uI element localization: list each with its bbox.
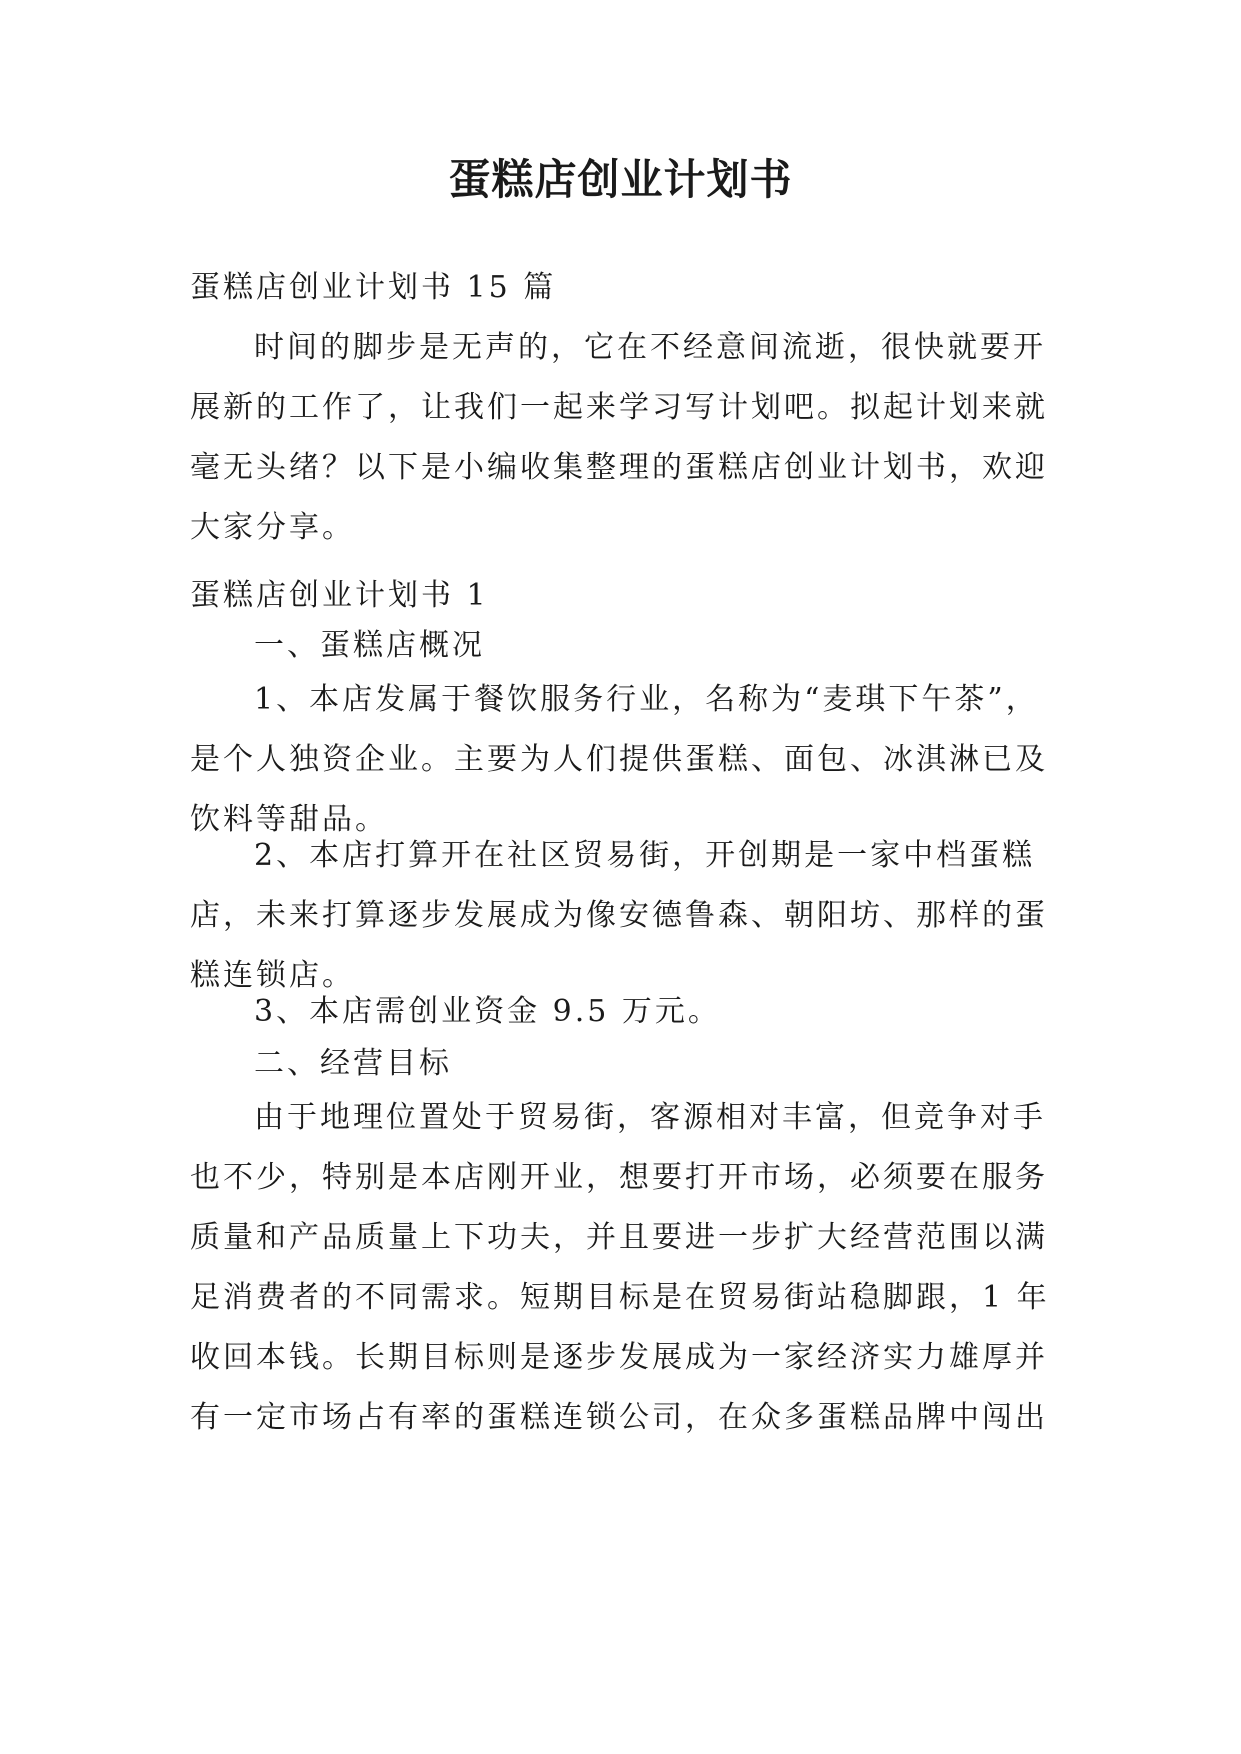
section-heading: 蛋糕店创业计划书 1 — [190, 578, 489, 613]
part1-heading: 一、蛋糕店概况 — [254, 628, 485, 663]
part2-paragraph: 由于地理位置处于贸易街，客源相对丰富，但竞争对手也不少，特别是本店刚开业，想要打开市场，必须要在服务质量和产品质量上下功夫，并且要进一步扩大经营范围以满足消费者的不同需求。短期目标是在贸易街站稳脚跟，1 年收回本钱。长期目标则是逐步发展成为一家经济实力雄厚并有一定市场占有率的蛋糕连锁公司，在众多蛋糕品牌中闯出 — [190, 1100, 1050, 1435]
intro-paragraph: 时间的脚步是无声的，它在不经意间流逝，很快就要开展新的工作了，让我们一起来学习写计划吧。拟起计划来就毫无头绪？以下是小编收集整理的蛋糕店创业计划书，欢迎大家分享。 — [190, 330, 1048, 545]
item2-paragraph: 2、本店打算开在社区贸易街，开创期是一家中档蛋糕店，未来打算逐步发展成为像安德鲁森、朝阳坊、那样的蛋糕连锁店。 — [190, 838, 1048, 993]
item1-paragraph: 1、本店发属于餐饮服务行业，名称为“麦琪下午茶”，是个人独资企业。主要为人们提供蛋糕、面包、冰淇淋已及饮料等甜品。 — [190, 682, 1048, 837]
part2-heading: 二、经营目标 — [254, 1046, 452, 1081]
document-subtitle: 蛋糕店创业计划书 15 篇 — [190, 270, 557, 305]
document-title: 蛋糕店创业计划书 — [448, 155, 793, 204]
item3-paragraph: 3、本店需创业资金 9.5 万元。 — [254, 994, 721, 1029]
